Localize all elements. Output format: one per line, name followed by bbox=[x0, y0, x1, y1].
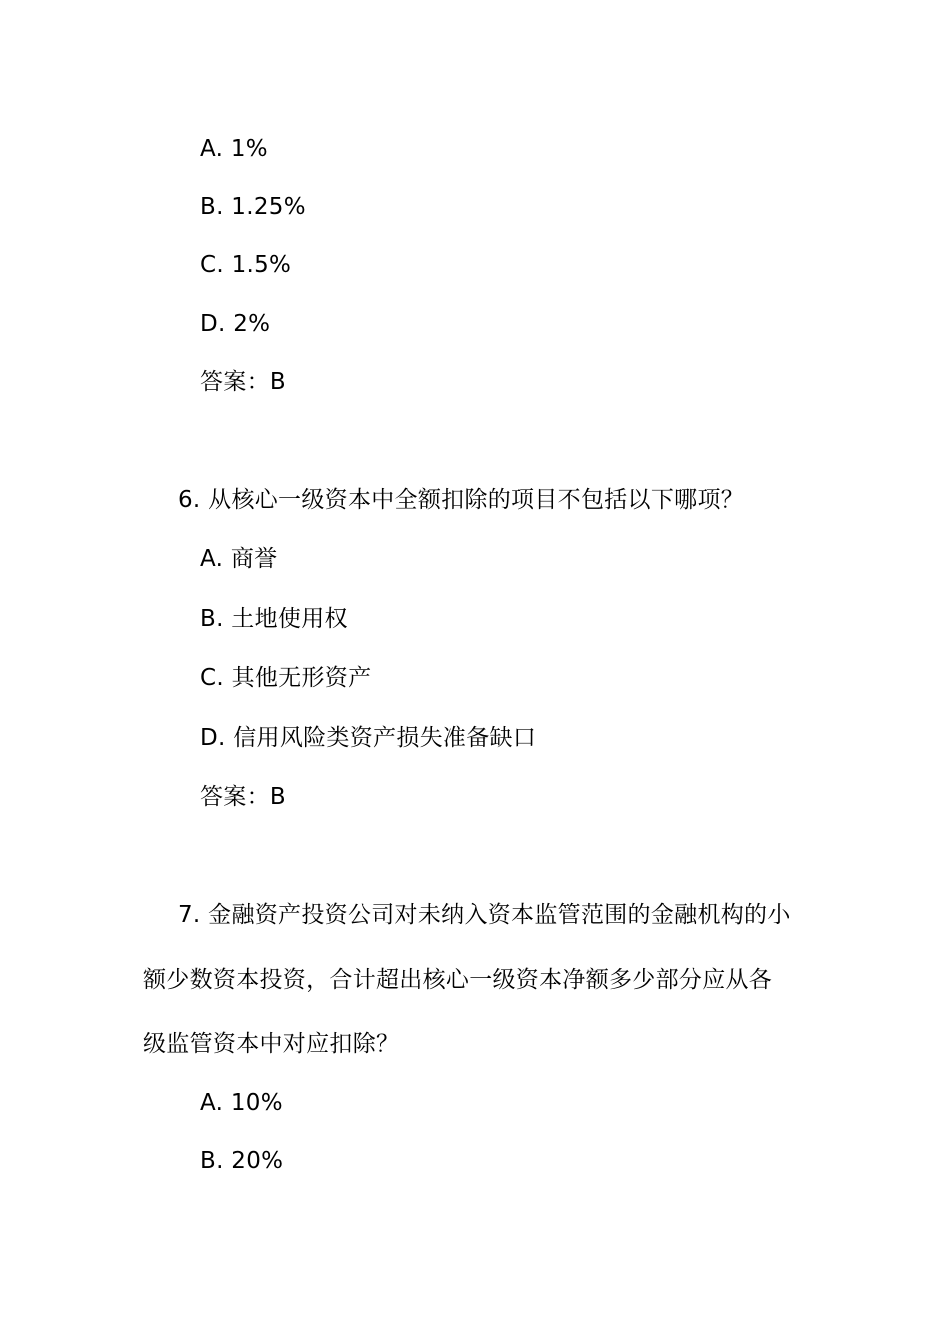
q5-answer: 答案：B bbox=[200, 369, 286, 395]
q7-question-line-3: 级监管资本中对应扣除？ bbox=[143, 1031, 400, 1057]
q7-question-line-1: 7. 金融资产投资公司对未纳入资本监管范围的金融机构的小 bbox=[178, 902, 791, 928]
q6-option-a: A. 商誉 bbox=[200, 546, 278, 572]
q6-option-b: B. 土地使用权 bbox=[200, 606, 348, 632]
q6-option-d: D. 信用风险类资产损失准备缺口 bbox=[200, 725, 537, 751]
q5-option-c: C. 1.5% bbox=[200, 252, 292, 278]
q7-question-line-2: 额少数资本投资，合计超出核心一级资本净额多少部分应从各 bbox=[143, 967, 773, 993]
q6-answer: 答案：B bbox=[200, 784, 286, 810]
q7-option-a: A. 10% bbox=[200, 1090, 283, 1116]
q5-option-a: A. 1% bbox=[200, 136, 268, 162]
q6-option-c: C. 其他无形资产 bbox=[200, 665, 372, 691]
q6-question: 6. 从核心一级资本中全额扣除的项目不包括以下哪项？ bbox=[178, 487, 745, 513]
q5-option-b: B. 1.25% bbox=[200, 194, 306, 220]
q7-option-b: B. 20% bbox=[200, 1148, 284, 1174]
q5-option-d: D. 2% bbox=[200, 311, 271, 337]
